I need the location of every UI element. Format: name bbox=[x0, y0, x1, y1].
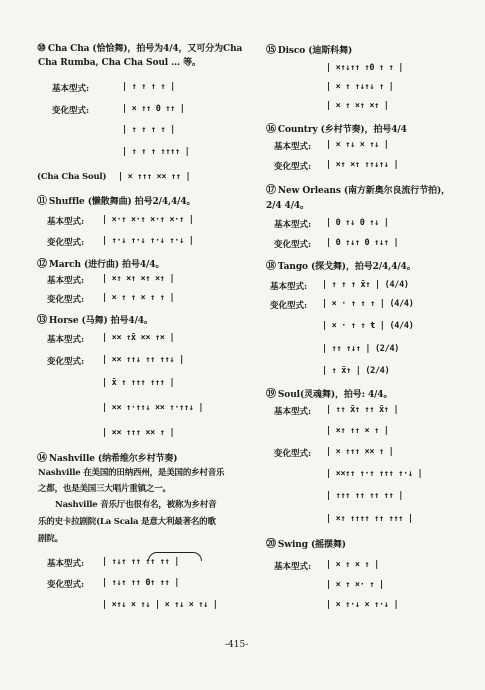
s20-basic-rhythm-2: | × ↑ ×· ↑ | bbox=[326, 580, 384, 590]
s19-basic-rhythm-1: | ↑↑ x̄↑ ↑↑ x̄↑ | bbox=[326, 405, 399, 415]
s16-variation-rhythm: | ×↑ ×↑ ↑↑↓↑↓ | bbox=[326, 160, 399, 170]
section-13-title bbox=[37, 311, 153, 326]
s12-variation-label: 变化型式: bbox=[47, 295, 85, 305]
s17-variation-label: 变化型式: bbox=[274, 240, 312, 250]
s15-rhythm-3: | × ↑ ×↑ ×↑ | bbox=[326, 101, 389, 111]
s15-rhythm-2: | × ↑ ↑↓↑↓ ↑ | bbox=[326, 82, 394, 92]
circled-number-18: ⑱ bbox=[266, 261, 276, 272]
s14-paragraph-line-4: 乐的史卡拉剧院(La Scala 是意大利最著名的歌 bbox=[38, 517, 216, 527]
section-12-title-text: March (进行曲) 拍号4/4。 bbox=[48, 260, 165, 270]
section-17-title-line2: 2/4 4/4。 bbox=[266, 201, 309, 211]
s19-variation-rhythm-4: | ×↑ ↑↑↑↑ ↑↑ ↑↑↑ | bbox=[326, 514, 413, 524]
s20-basic-label: 基本型式: bbox=[274, 562, 312, 572]
s16-basic-rhythm: | × ↑↓ × ↑↓ | bbox=[326, 140, 389, 150]
s18-variation-rhythm-3: | ↑↑ ↑↓↑ | (2/4) bbox=[322, 344, 400, 354]
s17-variation-rhythm: | 0 ↑↓↑ 0 ↑↓↑ | bbox=[326, 238, 399, 248]
s10-variation-rhythm-2: | ↑ ↑ ↑ ↑ | bbox=[122, 125, 175, 135]
circled-number-12: ⑫ bbox=[37, 259, 47, 270]
section-15-title-text: Disco (迪斯科舞) bbox=[277, 46, 353, 56]
s14-variation-rhythm-1: | ↑↓↑ ↑↑ 0↑ ↑↑ | bbox=[102, 578, 180, 588]
s10-variation-rhythm-3: | ↑ ↑ ↑ ↑↑↑↑ | bbox=[122, 147, 190, 157]
s18-variation-rhythm-1: | × · ↑ ↑ ↑ | (4/4) bbox=[322, 299, 414, 309]
s18-variation-rhythm-2: | × · ↑ ↑ ŧ | (4/4) bbox=[322, 321, 414, 331]
s16-basic-label: 基本型式: bbox=[274, 142, 312, 152]
s19-basic-label: 基本型式: bbox=[274, 407, 312, 417]
section-18-title-text: Tango (探戈舞)，拍号2/4,4/4。 bbox=[277, 262, 416, 272]
section-11-title-text: Shuffle (懒散舞曲) 拍号2/4,4/4。 bbox=[48, 197, 196, 207]
section-10-title bbox=[37, 41, 242, 54]
circled-number-19: ⑲ bbox=[266, 389, 276, 400]
section-12-title bbox=[37, 255, 164, 270]
section-10-title-text: Cha Cha (恰恰舞)，拍号为4/4，又可分为Cha bbox=[47, 44, 243, 54]
section-16-title-text: Country (乡村节奏)，拍号4/4 bbox=[277, 125, 407, 135]
section-19-title-text: Soul(灵魂舞)，拍号: 4/4。 bbox=[277, 390, 393, 400]
s14-variation-label: 变化型式: bbox=[47, 580, 85, 590]
s17-basic-label: 基本型式: bbox=[274, 220, 312, 230]
circled-number-20: ⑳ bbox=[266, 539, 276, 550]
s13-variation-label: 变化型式: bbox=[47, 357, 85, 367]
s13-basic-rhythm: | ×× ↑x̄ ×× ↑× | bbox=[102, 333, 175, 343]
s13-variation-rhythm-2: | x̄ ↑ ↑↑↑ ↑↑↑ | bbox=[102, 378, 175, 388]
s19-basic-rhythm-2: | ×↑ ↑↑ × ↑ | bbox=[326, 426, 389, 436]
s10-basic-rhythm: | ↑ ↑ ↑ ↑ | bbox=[122, 82, 175, 92]
section-20-title bbox=[266, 535, 346, 550]
section-20-title-text: Swing (摇摆舞) bbox=[277, 540, 346, 550]
page-number: -415- bbox=[225, 640, 249, 650]
circled-number-15: ⑮ bbox=[266, 45, 276, 56]
s10-soul-rhythm: | × ↑↑↑ ×× ↑↑ | bbox=[118, 172, 191, 182]
s11-basic-label: 基本型式: bbox=[47, 217, 85, 227]
s12-basic-label: 基本型式: bbox=[47, 276, 85, 286]
s14-basic-label: 基本型式: bbox=[47, 559, 85, 569]
s19-variation-label: 变化型式: bbox=[274, 449, 312, 459]
s19-variation-rhythm-1: | × ↑↑↑ ×× ↑ | bbox=[326, 447, 394, 457]
s12-basic-rhythm: | ×↑ ×↑ ×↑ ×↑ | bbox=[102, 274, 175, 284]
section-15-title bbox=[266, 41, 352, 56]
s14-paragraph-line-3: Nashville 音乐厅也很有名，被称为乡村音 bbox=[55, 500, 217, 510]
section-18-title bbox=[266, 257, 416, 272]
s10-basic-label: 基本型式: bbox=[52, 84, 90, 94]
circled-number-10: ⑩ bbox=[37, 43, 46, 54]
s10-soul-label: (Cha Cha Soul) bbox=[37, 172, 107, 182]
circled-number-17: ⑰ bbox=[266, 185, 276, 196]
s14-variation-rhythm-2: | ×↑↓ × ↑↓ | × ↑↓ × ↑↓ | bbox=[102, 600, 218, 610]
s13-variation-rhythm-1: | ×× ↑↑↓ ↑↑ ↑↑↓ | bbox=[102, 355, 184, 365]
circled-number-14: ⑭ bbox=[37, 453, 47, 464]
s18-basic-label: 基本型式: bbox=[270, 282, 308, 292]
s13-basic-label: 基本型式: bbox=[47, 335, 85, 345]
s14-paragraph-line-1: Nashville 在美国的田纳西州，是美国的乡村音乐 bbox=[38, 468, 225, 478]
s13-variation-rhythm-3: | ×× ↑·↑↑↓ ×× ↑·↑↑↓ | bbox=[102, 403, 204, 413]
s13-variation-rhythm-4: | ×× ↑↑↑ ×× ↑ | bbox=[102, 428, 175, 438]
s11-basic-rhythm: | ×·↑ ×·↑ ×·↑ ×·↑ | bbox=[102, 215, 194, 225]
section-13-title-text: Horse (马舞) 拍号4/4。 bbox=[48, 316, 153, 326]
s10-variation-rhythm-1: | × ↑↑ 0 ↑↑ | bbox=[122, 104, 185, 114]
s17-basic-rhythm: | 0 ↑↓ 0 ↑↓ | bbox=[326, 218, 389, 228]
s19-variation-rhythm-3: | ↑↑↑ ↑↑ ↑↑ ↑↑ | bbox=[326, 491, 404, 501]
s18-basic-rhythm: | ↑ ↑ ↑ x̄↑ | (4/4) bbox=[322, 280, 409, 290]
section-14-title-text: Nashville (纳希维尔乡村节奏) bbox=[48, 454, 178, 464]
s20-basic-rhythm-3: | × ↑·↓ × ↑·↓ | bbox=[326, 600, 399, 610]
s16-variation-label: 变化型式: bbox=[274, 162, 312, 172]
s14-basic-rhythm: | ↑↓↑ ↑↑ ↑↑ ↑↑ | bbox=[102, 557, 180, 567]
s11-variation-rhythm: | ↑·↓ ↑·↓ ↑·↓ ↑·↓ | bbox=[102, 236, 194, 246]
s12-variation-rhythm: | × ↑ ↑ × ↑ ↑ | bbox=[102, 293, 175, 303]
s14-paragraph-line-2: 之都，也是美国三大唱片重镇之一。 bbox=[38, 484, 171, 494]
circled-number-13: ⑬ bbox=[37, 315, 47, 326]
section-14-title bbox=[37, 449, 177, 464]
section-17-title-text: New Orleans (南方新奥尔良流行节拍)， bbox=[277, 186, 451, 196]
section-16-title bbox=[266, 120, 407, 135]
s18-variation-label: 变化型式: bbox=[270, 301, 308, 311]
section-10-title-line2: Cha Rumba, Cha Cha Soul … 等。 bbox=[38, 58, 201, 68]
s19-variation-rhythm-2: | ××↑↑ ↑·↑ ↑↑↑ ↑·↓ | bbox=[326, 469, 423, 479]
s10-variation-label: 变化型式: bbox=[52, 106, 90, 116]
s14-paragraph-line-5: 剧院。 bbox=[38, 534, 63, 544]
s18-variation-rhythm-4: | ↑ x̄↑ | (2/4) bbox=[322, 366, 390, 376]
section-19-title bbox=[266, 385, 392, 400]
circled-number-16: ⑯ bbox=[266, 124, 276, 135]
s11-variation-label: 变化型式: bbox=[47, 238, 85, 248]
s15-rhythm-1: | ×↑↓↑↑ ↑0 ↑ ↑ | bbox=[326, 63, 404, 73]
section-11-title bbox=[37, 192, 195, 207]
section-17-title bbox=[266, 181, 450, 196]
circled-number-11: ⑪ bbox=[37, 196, 47, 207]
s20-basic-rhythm-1: | × ↑ × ↑ | bbox=[326, 560, 379, 570]
